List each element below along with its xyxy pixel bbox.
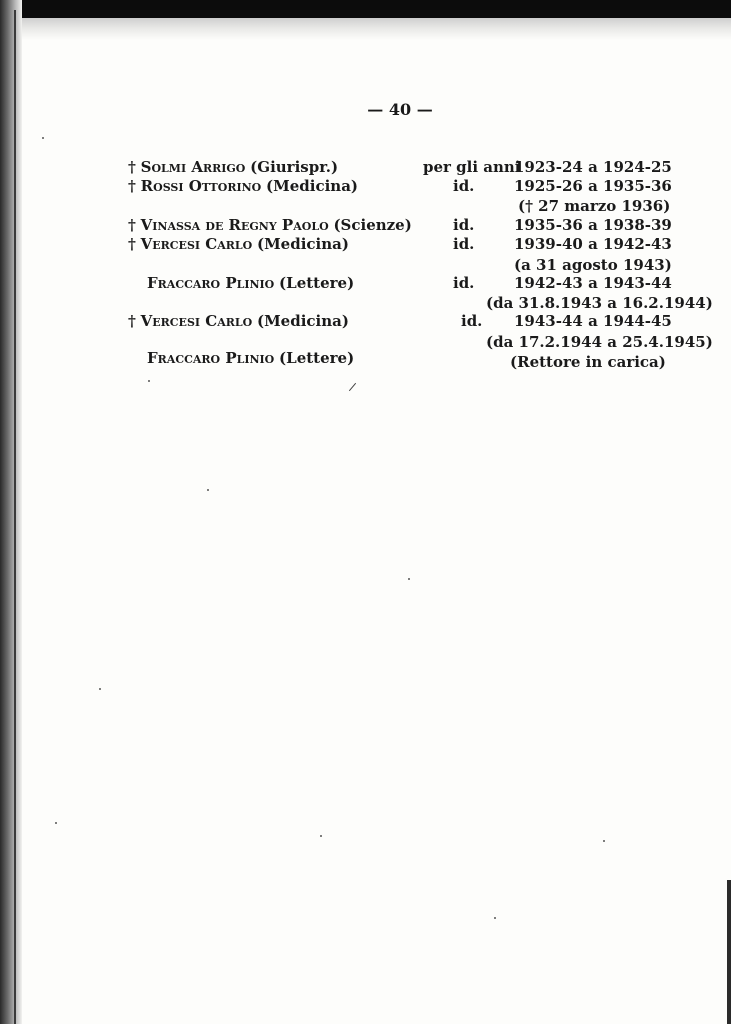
scan-speck — [99, 688, 101, 690]
entry-vercesi-1 — [128, 235, 349, 253]
page-number: — 40 — — [367, 100, 433, 119]
years: 1925-26 a 1935-36 — [514, 177, 672, 195]
rector-name: Solmi Arrigo — [140, 158, 246, 176]
entry-solmi — [128, 158, 338, 176]
scan-speck — [207, 489, 209, 491]
scan-speck — [408, 578, 410, 580]
years: 1935-36 a 1938-39 — [514, 216, 672, 234]
scan-speck — [320, 835, 322, 837]
rector-name: Vercesi Carlo — [140, 312, 253, 330]
rector-name: Rossi Ottorino — [140, 177, 262, 195]
faculty: (Medicina) — [256, 312, 349, 330]
note: (da 17.2.1944 a 25.4.1945) — [486, 333, 713, 351]
scan-top-border — [0, 0, 731, 18]
scan-mark — [349, 383, 356, 391]
scan-left-border — [0, 0, 22, 1024]
qualifier: per gli anni — [423, 158, 521, 176]
dagger-mark: † — [128, 312, 136, 330]
years: 1943-44 a 1944-45 — [514, 312, 672, 330]
faculty: (Lettere) — [279, 274, 355, 292]
entry-fraccaro-2 — [147, 349, 354, 367]
entry-rossi — [128, 177, 358, 195]
note: († 27 marzo 1936) — [518, 197, 671, 215]
scan-speck — [603, 840, 605, 842]
dagger-mark: † — [128, 216, 136, 234]
entry-vercesi-2 — [128, 312, 349, 330]
faculty: (Giurispr.) — [250, 158, 339, 176]
faculty: (Medicina) — [256, 235, 349, 253]
note: (da 31.8.1943 a 16.2.1944) — [486, 294, 713, 312]
qualifier: id. — [461, 312, 483, 330]
qualifier: id. — [453, 274, 475, 292]
entry-fraccaro-1 — [147, 274, 354, 292]
scan-right-edge — [727, 880, 731, 1024]
dagger-mark: † — [128, 177, 136, 195]
years: 1939-40 a 1942-43 — [514, 235, 672, 253]
years: 1923-24 a 1924-25 — [514, 158, 672, 176]
years: 1942-43 a 1943-44 — [514, 274, 672, 292]
scan-speck — [55, 822, 57, 824]
current-rector-note: (Rettore in carica) — [510, 353, 666, 371]
rector-name: Fraccaro Plinio — [147, 349, 275, 367]
entry-vinassa — [128, 216, 412, 234]
scan-top-shadow — [20, 18, 731, 40]
dagger-mark: † — [128, 235, 136, 253]
rector-name: Vercesi Carlo — [140, 235, 253, 253]
scan-speck — [148, 380, 150, 382]
dagger-mark: † — [128, 158, 136, 176]
qualifier: id. — [453, 177, 475, 195]
scan-left-line — [14, 10, 16, 1024]
scan-speck — [494, 917, 496, 919]
faculty: (Lettere) — [279, 349, 355, 367]
rector-name: Vinassa de Regny Paolo — [140, 216, 329, 234]
faculty: (Scienze) — [333, 216, 412, 234]
faculty: (Medicina) — [266, 177, 359, 195]
rector-name: Fraccaro Plinio — [147, 274, 275, 292]
qualifier: id. — [453, 235, 475, 253]
note: (a 31 agosto 1943) — [514, 256, 672, 274]
scan-speck — [42, 137, 44, 139]
qualifier: id. — [453, 216, 475, 234]
